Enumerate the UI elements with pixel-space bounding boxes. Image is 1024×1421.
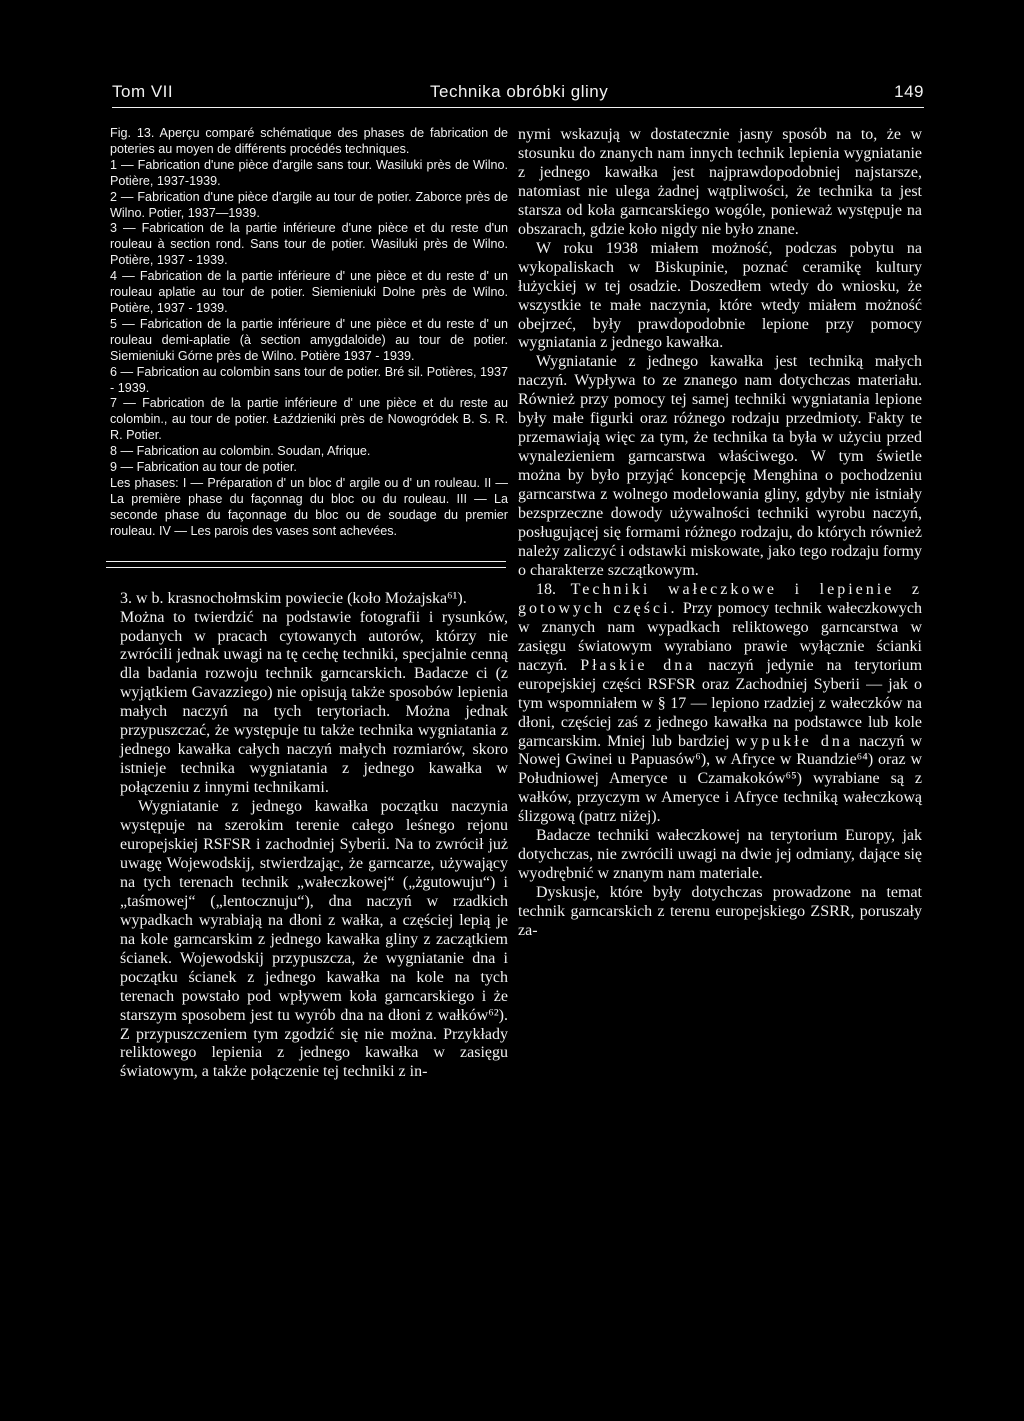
emphasis-spaced: wypukłe dna [735, 732, 853, 750]
right-body [518, 126, 922, 941]
section-heading: 3. w b. krasnochołmskim powiecie (koło Możajska⁶¹). [120, 589, 467, 607]
caption-item: 8 — Fabrication au colombin. Soudan, Afrique. [110, 444, 371, 459]
paragraph: Można to twierdzić na podstawie fotografii i rysunków, podanych w pracach cytowanych autorów, którzy nie zwrócili jednak uwagi na tę cechę techniki, specjalnie cenną dla badania rozwoju technik garncarskich. Badacze ci (z wyjątkiem Gavazziego) nie opisują także sposobów lepienia małych naczyń na tych terytoriach. Można jednak przypuszczać, że występuje tu także technika wygniatania z jednego kawałka całych naczyń małych rozmiarów, skoro istnieje technika wygniatania z jednego kawałka w połączeniu z innymi technikami. [120, 608, 508, 797]
right-column [518, 126, 922, 941]
caption-item: 3 — Fabrication de la partie inférieure d'une pièce et du reste d'un rouleau à section rond. Sans tour de potier. Wasiluki près de Wilno. Potière, 1937 - 1939. [110, 221, 508, 268]
paragraph: W roku 1938 miałem możność, podczas pobytu na wykopaliskach w Biskupinie, poznać ceramikę kultury łużyckiej w tej osadzie. Doszedłem wtedy do wniosku, że wszystkie te małe naczynia, które wtedy miałem możność obejrzeć, były prawdopodobnie lepione przy pomocy wygniatania z jednego kawałka. [518, 239, 922, 352]
header-rule [112, 107, 924, 108]
left-body [108, 609, 508, 1083]
text-run: Przy pomocy technik wałeczkowych w znanych nam wypadkach reliktowego garncarstwa w zasięgu światowym wyrabiano prawie wyłącznie ścianki naczyń. [518, 599, 923, 674]
caption-item: 6 — Fabrication au colombin sans tour de potier. Bré sil. Potières, 1937 - 1939. [110, 364, 508, 395]
section-heading-spaced: Techniki wałeczkowe i lepienie z gotowych części. [518, 580, 923, 617]
caption-item: 2 — Fabrication d'une pièce d'argile au tour de potier. Zaborce près de Wilno. Potier, 1937—1939. [110, 189, 508, 220]
emphasis-spaced: Płaskie dna [580, 656, 696, 674]
running-header [112, 82, 924, 110]
paragraph: Wygniatanie z jednego kawałka jest techniką małych naczyń. Wypływa to ze znanego nam dotychczas materiału. Również przy pomocy tej samej techniki wygniatania lepione były małe figurki oraz różnego rodzaju przedmioty. Fakty te przemawiają więc za tym, że technika ta była w użyciu przed wynalezieniem garncarstwa właściwego. W tym świetle można by było przyjąć koncepcję Menghina o pochodzeniu garncarstwa z wolnego modelowania gliny, gdyby nie istniały bezsprzeczne dowody używalności techniki wyrobu naczyń, posługującej się formami różnego rodzaju, do których również należy zaliczyć i odstawki miskowate, jako tego rodzaju formy o charakterze szczątkowym. [518, 353, 922, 579]
caption-item: 5 — Fabrication de la partie inférieure d' une pièce et du reste d' un rouleau demi-aplatie (à section amygdaloide) au tour de potier. Siemieniuki Górne près de Wilno. Potière 1937 - 1939. [110, 316, 508, 363]
caption-item: 1 — Fabrication d'une pièce d'argile sans tour. Wasiluki près de Wilno. Potière, 1937-1939. [110, 157, 508, 188]
volume-label: Tom VII [112, 82, 174, 101]
paragraph: Wygniatanie z jednego kawałka początku naczynia występuje na szerokim terenie całego leśnego rejonu europejskiej RSFSR i zachodniej Syberii. Na to zwrócił już uwagę Wojewodskij, stwierdzając, że garncarze, używający na tych terenach technik „wałeczkowej“ („żgutowuju“) i „taśmowej“ („lentocznuju“), dna naczyń w rzadkich wypadkach wyrabiają na dłoni z wałka, a częściej lepią je na kole garncarskim z jednego kawałka gliny z zaczątkiem ścianek. Wojewodskij przypuszcza, że wygniatanie dna i początku ścianek z jednego kawałka na kole na tych terenach powstało pod wpływem koła garncarskiego i że starszym sposobem jest tu wyrób dna na dłoni z wałków⁶²). Z przypuszczeniem tym zgodzić się nie można. Przykłady reliktowego lepienia z jednego kawałka w zasięgu światowym, a także połączenie tej techniki z in- [120, 798, 508, 1081]
paragraph: Dyskusje, które były dotychczas prowadzone na temat technik garncarskich z terenu europejskiego ZSRR, poruszały za- [518, 884, 922, 940]
section-number: 18. [536, 580, 556, 598]
caption-title: Fig. 13. Aperçu comparé schématique des phases de fabrication de poteries au moyen de différents procédés techniques. [110, 126, 508, 156]
double-rule-separator [106, 561, 506, 568]
caption-item: 7 — Fabrication de la partie inférieure d' une pièce et du reste au colombin., au tour de potier. Łaździeniki près de Nowogródek B. S. R. R. Potier. [110, 396, 508, 443]
running-title: Technika obróbki gliny [430, 82, 609, 101]
text-run: naczyń jedynie na terytorium europejskiej części RSFSR oraz Zachodniej Syberii — jak o tym wspomniałem w § 17 — lepiono rzadziej z wałeczków na dłoni, częściej zaś z jednego kawałka na podstawce lub kole garncarskim. Mniej lub bardziej [518, 656, 923, 750]
paragraph: Badacze techniki wałeczkowej na terytorium Europy, jak dotychczas, nie zwrócili uwagi na dwie jej odmiany, dające się wyodrębnić w znanym nam materiale. [518, 827, 922, 883]
caption-phases: Les phases: I — Préparation d' un bloc d' argile ou d' un rouleau. II — La première phase du façonnag du bloc ou du rouleau. III — La seconde phase du façonnage du bloc ou de soudage du premier rouleau. IV — Les parois des vases sont achevées. [110, 475, 508, 538]
caption-item: 4 — Fabrication de la partie inférieure d' une pièce et du reste d' un rouleau aplatie au tour de potier. Siemieniuki Dolne près de Wilno. Potière, 1937 - 1939. [110, 269, 508, 315]
page-number: 149 [894, 82, 924, 101]
caption-item: 9 — Fabrication au tour de potier. [110, 460, 297, 475]
text-run: naczyń w Nowej Gwinei u Papuasów⁶), w Afryce w Ruandzie⁶⁴) oraz w Południowej Ameryce u Czamakoków⁶⁵) wyrabiane są z wałków, przyczym w Ameryce i Afryce techniką wałeczkową ślizgową (patrz niżej). [518, 732, 923, 826]
figure-caption [108, 126, 508, 540]
section-18-paragraph [518, 581, 922, 827]
left-column [108, 126, 508, 1082]
paragraph: nymi wskazują w dostatecznie jasny sposób na to, że w stosunku do znanych nam innych technik lepienia wygniatanie z jednego kawałka jest najprawdopodobniej najstarsze, natomiast nie ulega żadnej wątpliwości, że technika ta jest starsza od koła garncarskiego wogóle, ponieważ występuje na obszarach, gdzie koło nigdy nie było znane. [518, 126, 922, 238]
